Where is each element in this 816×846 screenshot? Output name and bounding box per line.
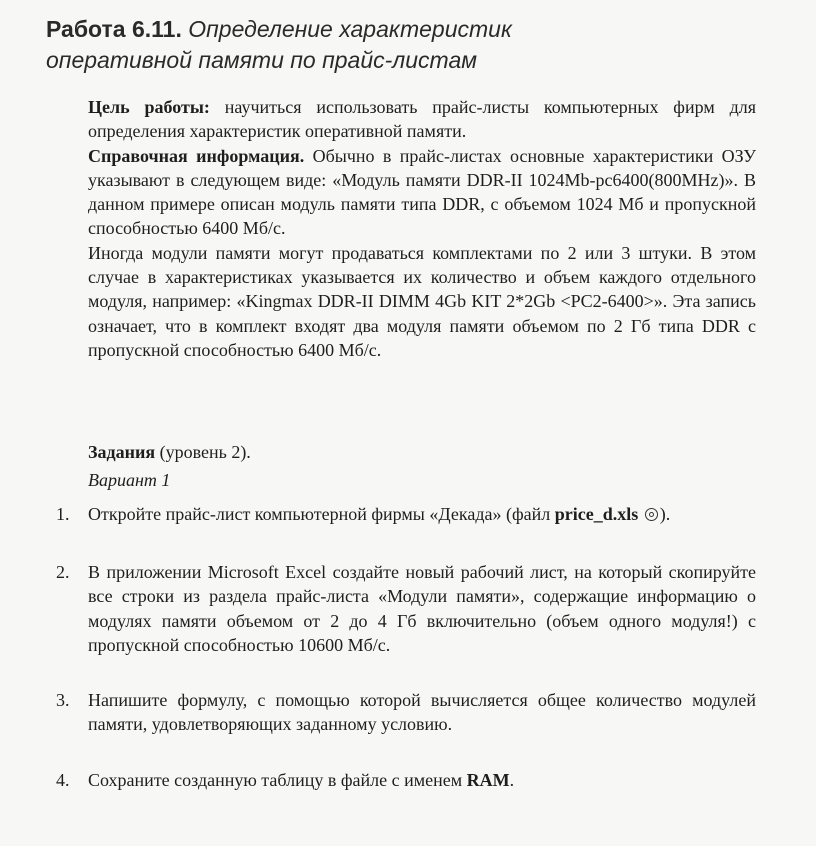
- task-text-part: ).: [659, 504, 671, 524]
- reference-label: Справочная информация.: [88, 145, 305, 166]
- intro-text: [88, 95, 756, 362]
- work-number: Работа 6.11.: [46, 16, 182, 42]
- goal-paragraph: [88, 95, 756, 144]
- task-number: 3.: [56, 690, 70, 710]
- variant-label: Вариант 1: [88, 470, 171, 490]
- work-title-line1: Определение характеристик: [188, 16, 512, 42]
- task-number: 2.: [56, 562, 70, 582]
- goal-text: научиться использовать прайс-листы компьютерных фирм для определения характеристик оперативной памяти.: [88, 97, 756, 142]
- task-item: [56, 688, 756, 737]
- task-text: В приложении Microsoft Excel создайте новый рабочий лист, на который скопируйте все строки из раздела прайс-листа «Модули памяти», содержащие информацию о модулях памяти объемом от 2 до 4 Гб включительно (объем одного модуля!) с пропускной способностью 10600 Мб/с.: [88, 562, 756, 655]
- reference-paragraph: [88, 144, 756, 241]
- tasks-heading: [88, 442, 251, 463]
- goal-label: Цель работы:: [88, 97, 210, 117]
- task-text: [88, 502, 756, 526]
- page-title: [46, 14, 786, 76]
- task-text: [88, 768, 756, 792]
- task-text-part: Откройте прайс-лист компьютерной фирмы «Декада» (файл: [88, 504, 551, 524]
- task-item: [56, 502, 756, 526]
- task-number: 4.: [56, 770, 70, 790]
- file-name: RAM: [466, 770, 510, 790]
- tasks-level: (уровень 2).: [159, 442, 251, 462]
- kit-paragraph: Иногда модули памяти могут продаваться комплектами по 2 или 3 штуки. В этом случае в характеристиках указывается их количество и объем каждого отдельного модуля, например: «Kingmax DDR-II DIMM 4Gb KIT 2*2Gb <PC2-6400>». Эта запись означает, что в комплект входят два модуля памяти объемом по 2 Гб типа DDR с пропускной способностью 6400 Мб/с.: [88, 242, 756, 360]
- tasks-label: Задания: [88, 442, 156, 462]
- reference-text: Обычно в прайс-листах основные характеристики ОЗУ указывают в следующем виде: «Модуль памяти DDR-II 1024Mb-pc6400(800MHz)». В данном примере описан модуль памяти типа DDR, с объемом 1024 Мб и пропускной способностью 6400 Мб/с.: [88, 145, 756, 239]
- disc-icon: [645, 508, 658, 521]
- file-name: price_d.xls: [554, 504, 639, 524]
- task-number: 1.: [56, 504, 70, 524]
- task-text: Напишите формулу, с помощью которой вычисляется общее количество модулей памяти, удовлетворяющих заданному условию.: [88, 690, 756, 735]
- work-title-line2: оперативной памяти по прайс-листам: [46, 47, 478, 73]
- task-text-part: .: [509, 770, 515, 790]
- task-item: [56, 560, 756, 657]
- task-text-part: Сохраните созданную таблицу в файле с именем: [88, 770, 463, 790]
- task-item: [56, 768, 756, 792]
